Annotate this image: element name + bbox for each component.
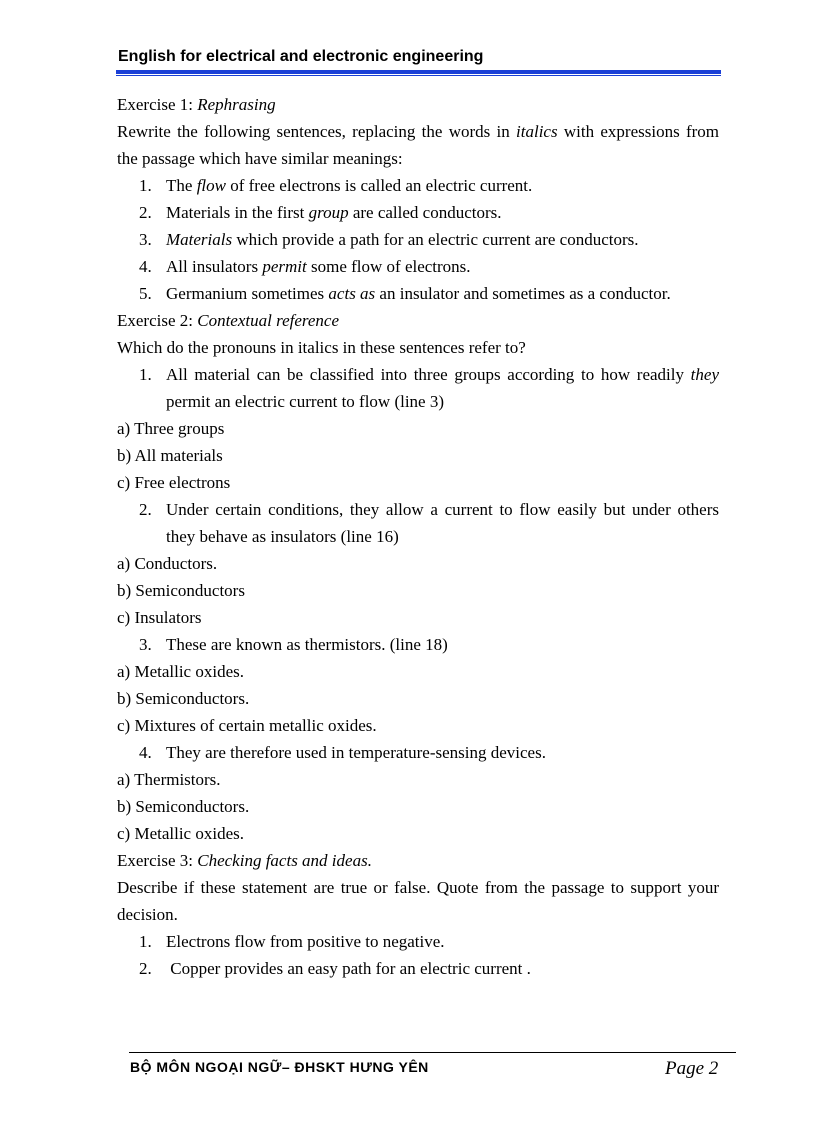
- exercise-2-question: 1. All material can be classified into three groups according to how readily they permit an electric current to flow (line 3): [139, 365, 719, 411]
- exercise-2-heading: Exercise 2: Contextual reference: [117, 311, 340, 330]
- exercise-1-instructions: Rewrite the following sentences, replacing the words in italics with expressions from the passage which have similar meanings:: [117, 122, 719, 168]
- answer-option: c) Mixtures of certain metallic oxides.: [117, 716, 377, 735]
- answer-option: b) Semiconductors.: [117, 797, 250, 816]
- answer-option: a) Metallic oxides.: [117, 662, 244, 681]
- header-rule-thin: [116, 75, 721, 76]
- exercise-2-question: 3. These are known as thermistors. (line 18): [139, 635, 448, 654]
- page-number: Page 2: [665, 1058, 719, 1079]
- exercise-3-heading: Exercise 3: Checking facts and ideas.: [117, 851, 372, 870]
- header-rule-thick: [116, 70, 721, 74]
- exercise-2-question: 2. Under certain conditions, they allow a current to flow easily but under others they behave as insulators (line 16): [139, 500, 719, 546]
- exercise-1-item: 3. Materials which provide a path for an electric current are conductors.: [139, 230, 639, 249]
- exercise-2-instructions: Which do the pronouns in italics in these sentences refer to?: [117, 338, 526, 357]
- exercise-3-item: 1. Electrons flow from positive to negative.: [139, 932, 445, 951]
- answer-option: b) All materials: [117, 446, 223, 465]
- exercise-1-item: 5. Germanium sometimes acts as an insulator and sometimes as a conductor.: [139, 284, 671, 303]
- exercise-3-item: 2. Copper provides an easy path for an electric current .: [139, 959, 531, 978]
- answer-option: c) Metallic oxides.: [117, 824, 244, 843]
- answer-option: c) Free electrons: [117, 473, 231, 492]
- answer-option: b) Semiconductors.: [117, 689, 250, 708]
- exercise-3-instructions: Describe if these statement are true or false. Quote from the passage to support your decision.: [117, 878, 719, 924]
- answer-option: b) Semiconductors: [117, 581, 245, 600]
- document-body: [117, 91, 719, 982]
- answer-option: a) Thermistors.: [117, 770, 221, 789]
- answer-option: a) Three groups: [117, 419, 225, 438]
- exercise-1-heading: Exercise 1: Rephrasing: [117, 95, 276, 114]
- exercise-1-item: 4. All insulators permit some flow of electrons.: [139, 257, 471, 276]
- exercise-2-question: 4. They are therefore used in temperature-sensing devices.: [139, 743, 546, 762]
- page-header-title: English for electrical and electronic engineering: [118, 48, 484, 65]
- answer-option: c) Insulators: [117, 608, 202, 627]
- exercise-1-item: 2. Materials in the first group are called conductors.: [139, 203, 502, 222]
- footer-rule: [129, 1052, 736, 1053]
- answer-option: a) Conductors.: [117, 554, 218, 573]
- exercise-1-item: 1. The flow of free electrons is called an electric current.: [139, 176, 533, 195]
- footer-department: BỘ MÔN NGOẠI NGỮ– ĐHSKT HƯNG YÊN: [130, 1059, 429, 1075]
